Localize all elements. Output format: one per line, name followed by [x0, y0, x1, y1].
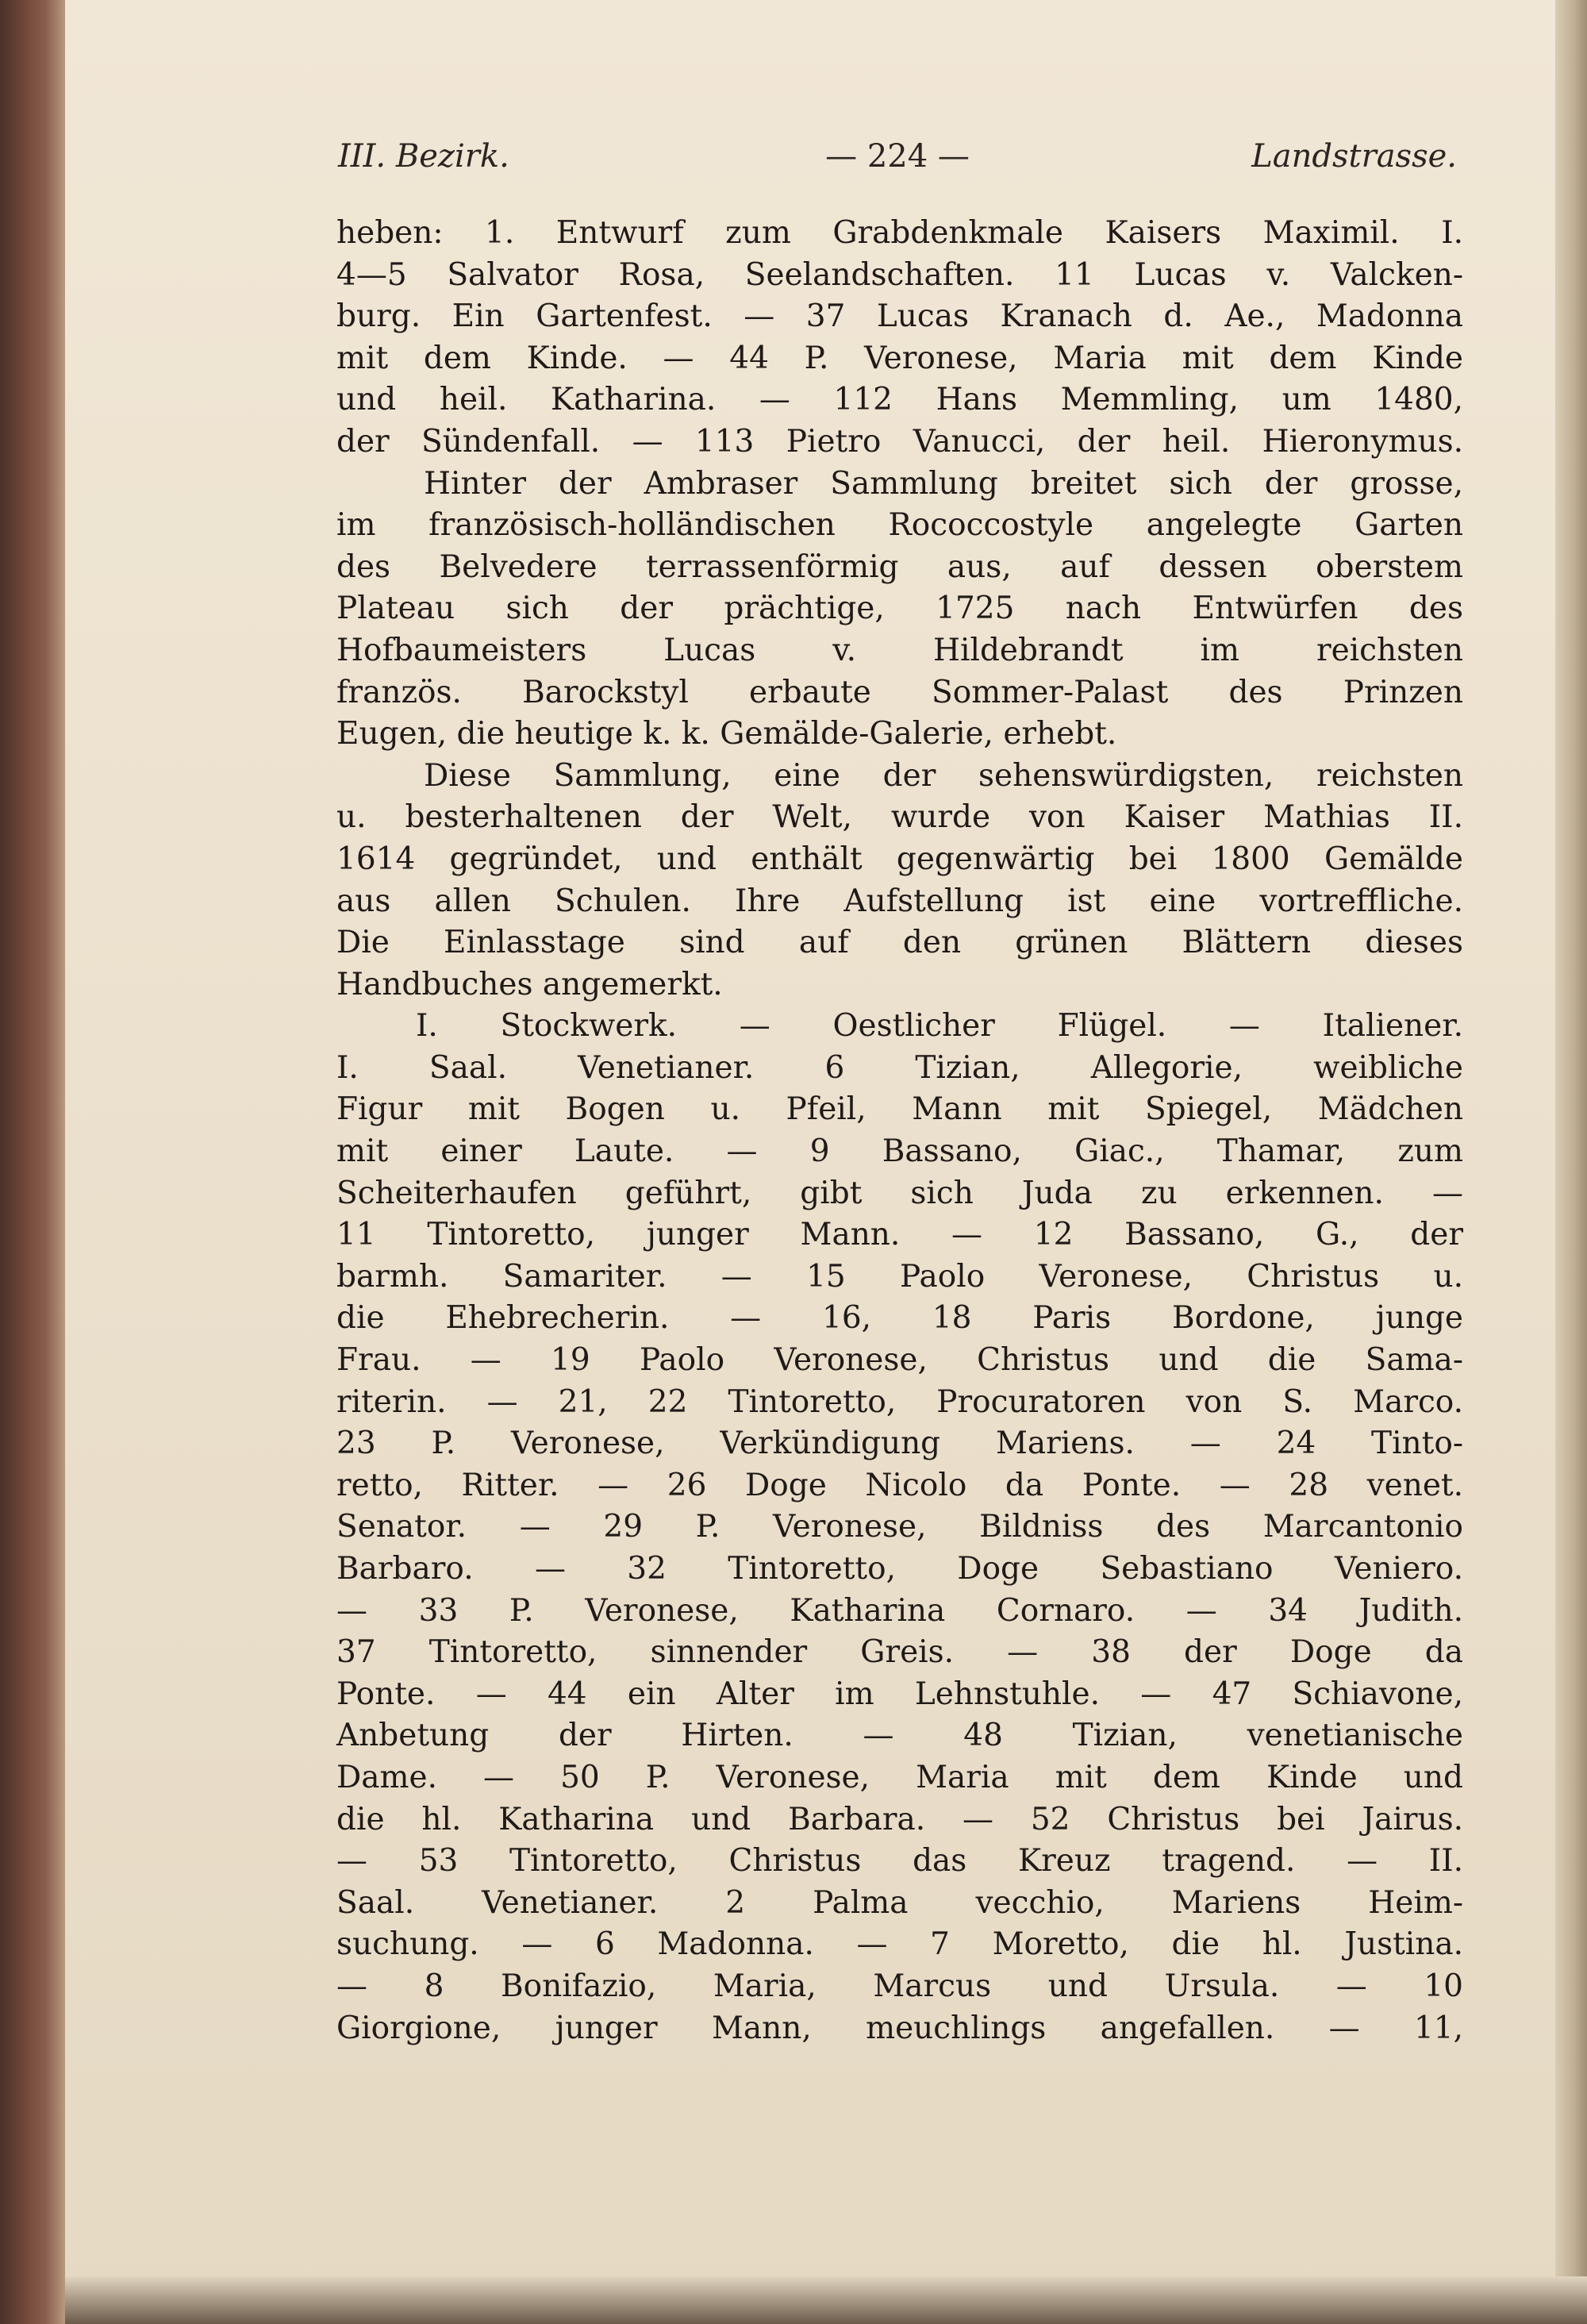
text-line: Hofbaumeisters Lucas v. Hildebrandt im reichsten	[336, 632, 1463, 668]
text-line: Hinter der Ambraser Sammlung breitet sich der grosse,	[424, 465, 1463, 502]
text-line: mit einer Laute. — 9 Bassano, Giac., Thamar, zum	[336, 1133, 1463, 1170]
text-line: französ. Barockstyl erbaute Sommer-Palast des Prinzen	[336, 674, 1463, 710]
text-line: burg. Ein Gartenfest. — 37 Lucas Kranach d. Ae., Madonna	[336, 298, 1463, 335]
text-line: riterin. — 21, 22 Tintoretto, Procuratoren von S. Marco.	[336, 1383, 1463, 1420]
body-text	[336, 213, 1463, 2049]
running-header	[338, 138, 1457, 186]
text-line: Barbaro. — 32 Tintoretto, Doge Sebastiano Veniero.	[336, 1551, 1463, 1587]
text-line: der Sündenfall. — 113 Pietro Vanucci, der heil. Hieronymus.	[336, 423, 1463, 460]
page-edge-right	[1555, 0, 1587, 2324]
text-line: Saal. Venetianer. 2 Palma vecchio, Mariens Heim-	[336, 1884, 1463, 1921]
header-district: III. Bezirk.	[338, 138, 509, 175]
text-line: die hl. Katharina und Barbara. — 52 Christus bei Jairus.	[336, 1801, 1463, 1837]
text-line: aus allen Schulen. Ihre Aufstellung ist eine vortreffliche.	[336, 883, 1463, 919]
header-street: Landstrasse.	[1251, 138, 1457, 175]
text-line: Frau. — 19 Paolo Veronese, Christus und die Sama-	[336, 1342, 1463, 1379]
text-line: I. Saal. Venetianer. 6 Tizian, Allegorie, weibliche	[336, 1049, 1463, 1086]
text-line: heben: 1. Entwurf zum Grabdenkmale Kaisers Maximil. I.	[336, 215, 1463, 251]
text-line: — 8 Bonifazio, Maria, Marcus und Ursula. — 10	[336, 1968, 1463, 2004]
text-line: Die Einlasstage sind auf den grünen Blättern dieses	[336, 925, 1463, 961]
text-line: Senator. — 29 P. Veronese, Bildniss des Marcantonio	[336, 1509, 1463, 1545]
text-line: im französisch-holländischen Rococcostyle angelegte Garten	[336, 507, 1463, 544]
text-line: 4—5 Salvator Rosa, Seelandschaften. 11 Lucas v. Valcken-	[336, 256, 1463, 293]
text-line: u. besterhaltenen der Welt, wurde von Kaiser Mathias II.	[336, 799, 1463, 836]
text-line: Handbuches angemerkt.	[336, 966, 723, 1002]
text-line: Diese Sammlung, eine der sehenswürdigsten, reichsten	[424, 757, 1463, 794]
text-line: 23 P. Veronese, Verkündigung Mariens. — 24 Tinto-	[336, 1426, 1463, 1462]
text-line: — 53 Tintoretto, Christus das Kreuz tragend. — II.	[336, 1843, 1463, 1880]
text-line: Scheiterhaufen geführt, gibt sich Juda zu erkennen. —	[336, 1175, 1463, 1211]
text-line: I. Stockwerk. — Oestlicher Flügel. — Italiener.	[416, 1008, 1463, 1045]
text-line: 37 Tintoretto, sinnender Greis. — 38 der Doge da	[336, 1634, 1463, 1671]
text-line: 1614 gegründet, und enthält gegenwärtig bei 1800 Gemälde	[336, 841, 1463, 877]
text-line: Anbetung der Hirten. — 48 Tizian, venetianische	[336, 1718, 1463, 1754]
text-line: suchung. — 6 Madonna. — 7 Moretto, die hl. Justina.	[336, 1926, 1463, 1963]
text-line: Eugen, die heutige k. k. Gemälde-Galerie, erhebt.	[336, 716, 1117, 752]
text-line: Figur mit Bogen u. Pfeil, Mann mit Spiegel, Mädchen	[336, 1091, 1463, 1128]
text-line: Ponte. — 44 ein Alter im Lehnstuhle. — 47 Schiavone,	[336, 1676, 1463, 1712]
text-line: — 33 P. Veronese, Katharina Cornaro. — 34 Judith.	[336, 1592, 1463, 1629]
text-line: des Belvedere terrassenförmig aus, auf dessen oberstem	[336, 548, 1463, 585]
text-line: mit dem Kinde. — 44 P. Veronese, Maria mit dem Kinde	[336, 340, 1463, 376]
text-line: retto, Ritter. — 26 Doge Nicolo da Ponte. — 28 venet.	[336, 1467, 1463, 1503]
page-bottom-edge	[65, 2276, 1587, 2324]
book-spine-left	[0, 0, 65, 2324]
text-line: und heil. Katharina. — 112 Hans Memmling, um 1480,	[336, 382, 1463, 418]
text-line: Giorgione, junger Mann, meuchlings angefallen. — 11,	[336, 2010, 1463, 2046]
text-line: 11 Tintoretto, junger Mann. — 12 Bassano, G., der	[336, 1217, 1463, 1253]
text-line: barmh. Samariter. — 15 Paolo Veronese, Christus u.	[336, 1258, 1463, 1295]
text-line: die Ehebrecherin. — 16, 18 Paris Bordone, junge	[336, 1300, 1463, 1337]
text-line: Plateau sich der prächtige, 1725 nach Entwürfen des	[336, 591, 1463, 627]
page-number: — 224 —	[825, 138, 970, 175]
text-line: Dame. — 50 P. Veronese, Maria mit dem Kinde und	[336, 1759, 1463, 1795]
